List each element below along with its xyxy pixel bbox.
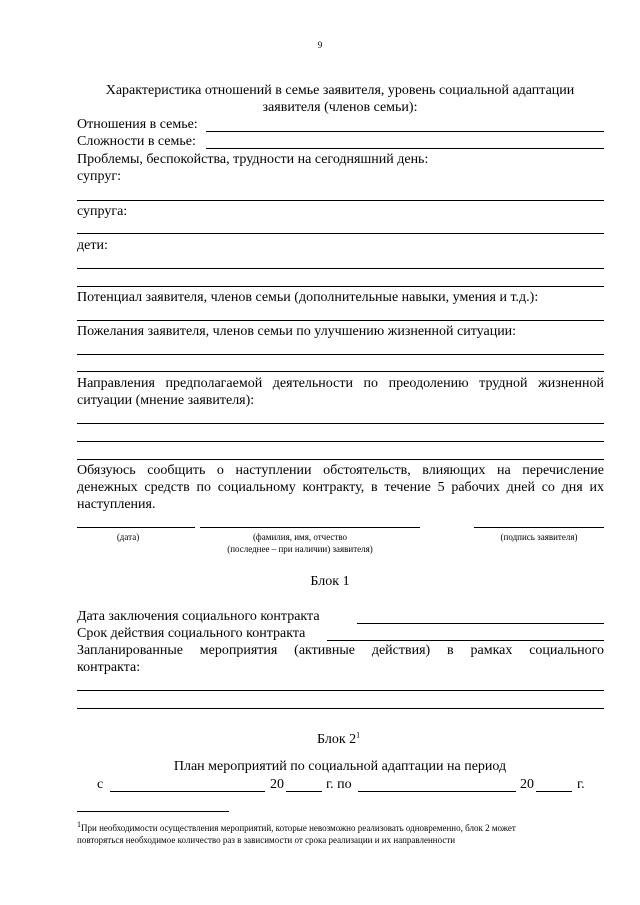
- planned-field-2[interactable]: [77, 708, 604, 709]
- plan-year1-label: 20: [270, 777, 284, 792]
- footnote-separator: [77, 811, 229, 812]
- directions-line2: ситуации (мнение заявителя):: [77, 393, 255, 408]
- contract-term-label: Срок действия социального контракта: [77, 626, 306, 641]
- sign-signature-field[interactable]: [474, 527, 604, 528]
- directions-field-2[interactable]: [77, 441, 604, 442]
- contract-date-field[interactable]: [357, 623, 604, 624]
- sign-date-field[interactable]: [77, 527, 195, 528]
- footnote-line1: $^1$При необходимости осуществления мероприятий, которые невозможно реализовать одновременно, блок 2 может: [77, 820, 516, 833]
- block1-title: Блок 1: [310, 574, 350, 589]
- difficulties-field[interactable]: [206, 148, 604, 149]
- problems-label: Проблемы, беспокойства, трудности на сегодняшний день:: [77, 152, 429, 167]
- obligation-line3: наступления.: [77, 497, 156, 512]
- plan-from-label: с: [97, 777, 104, 792]
- wife-field[interactable]: [77, 233, 604, 234]
- children-label: дети:: [77, 238, 108, 253]
- contract-term-field[interactable]: [327, 640, 604, 641]
- sign-name-caption2: (последнее – при наличии) заявителя): [227, 544, 373, 554]
- plan-g-label: г.: [577, 777, 585, 792]
- plan-start-year-field[interactable]: [286, 791, 322, 792]
- directions-line1: Направления предполагаемой деятельности по преодолению трудной жизненной: [77, 376, 604, 391]
- page-number: 9: [317, 40, 323, 50]
- wishes-field-1[interactable]: [77, 354, 604, 355]
- block2-title: Блок $2^1$: [317, 730, 361, 747]
- planned-line2: контракта:: [77, 660, 141, 675]
- planned-line1: Запланированные мероприятия (активные действия) в рамках социального: [77, 643, 604, 658]
- plan-start-date-field[interactable]: [110, 791, 265, 792]
- planned-field-1[interactable]: [77, 690, 604, 691]
- obligation-line2: денежных средств по социальному контракту, в течение 5 рабочих дней со дня их: [77, 480, 604, 495]
- plan-year2-label: 20: [520, 777, 534, 792]
- husband-label: супруг:: [77, 169, 121, 184]
- plan-end-year-field[interactable]: [536, 791, 572, 792]
- plan-end-date-field[interactable]: [358, 791, 516, 792]
- directions-field-3[interactable]: [77, 459, 604, 460]
- sign-name-caption1: (фамилия, имя, отчество: [252, 532, 348, 542]
- difficulties-label: Сложности в семье:: [77, 134, 196, 149]
- children-field-2[interactable]: [77, 286, 604, 287]
- family-relations-label: Отношения в семье:: [77, 117, 198, 132]
- wishes-label: Пожелания заявителя, членов семьи по улучшению жизненной ситуации:: [77, 324, 517, 339]
- sign-name-field[interactable]: [200, 527, 420, 528]
- family-relations-field[interactable]: [206, 131, 604, 132]
- potential-label: Потенциал заявителя, членов семьи (дополнительные навыки, умения и т.д.):: [77, 290, 539, 305]
- wishes-field-2[interactable]: [77, 371, 604, 372]
- husband-field[interactable]: [77, 200, 604, 201]
- sign-date-caption: (дата): [116, 532, 140, 542]
- obligation-line1: Обязуюсь сообщить о наступлении обстоятельств, влияющих на перечисление: [77, 463, 604, 478]
- section-heading-line2: заявителя (членов семьи):: [262, 100, 418, 115]
- section-heading-line1: Характеристика отношений в семье заявителя, уровень социальной адаптации: [105, 83, 575, 98]
- footnote-mark: 1: [77, 820, 81, 829]
- wife-label: супруга:: [77, 204, 128, 219]
- potential-field[interactable]: [77, 320, 604, 321]
- sign-signature-caption: (подпись заявителя): [500, 532, 578, 542]
- plan-title: План мероприятий по социальной адаптации на период: [173, 759, 507, 774]
- plan-to-label: г. по: [326, 777, 352, 792]
- contract-date-label: Дата заключения социального контракта: [77, 609, 320, 624]
- children-field-1[interactable]: [77, 268, 604, 269]
- footnote-line2: повторяться необходимое количество раз в зависимости от срока реализации и их направленности: [77, 835, 456, 845]
- directions-field-1[interactable]: [77, 423, 604, 424]
- block2-footnote-ref: 1: [356, 730, 361, 740]
